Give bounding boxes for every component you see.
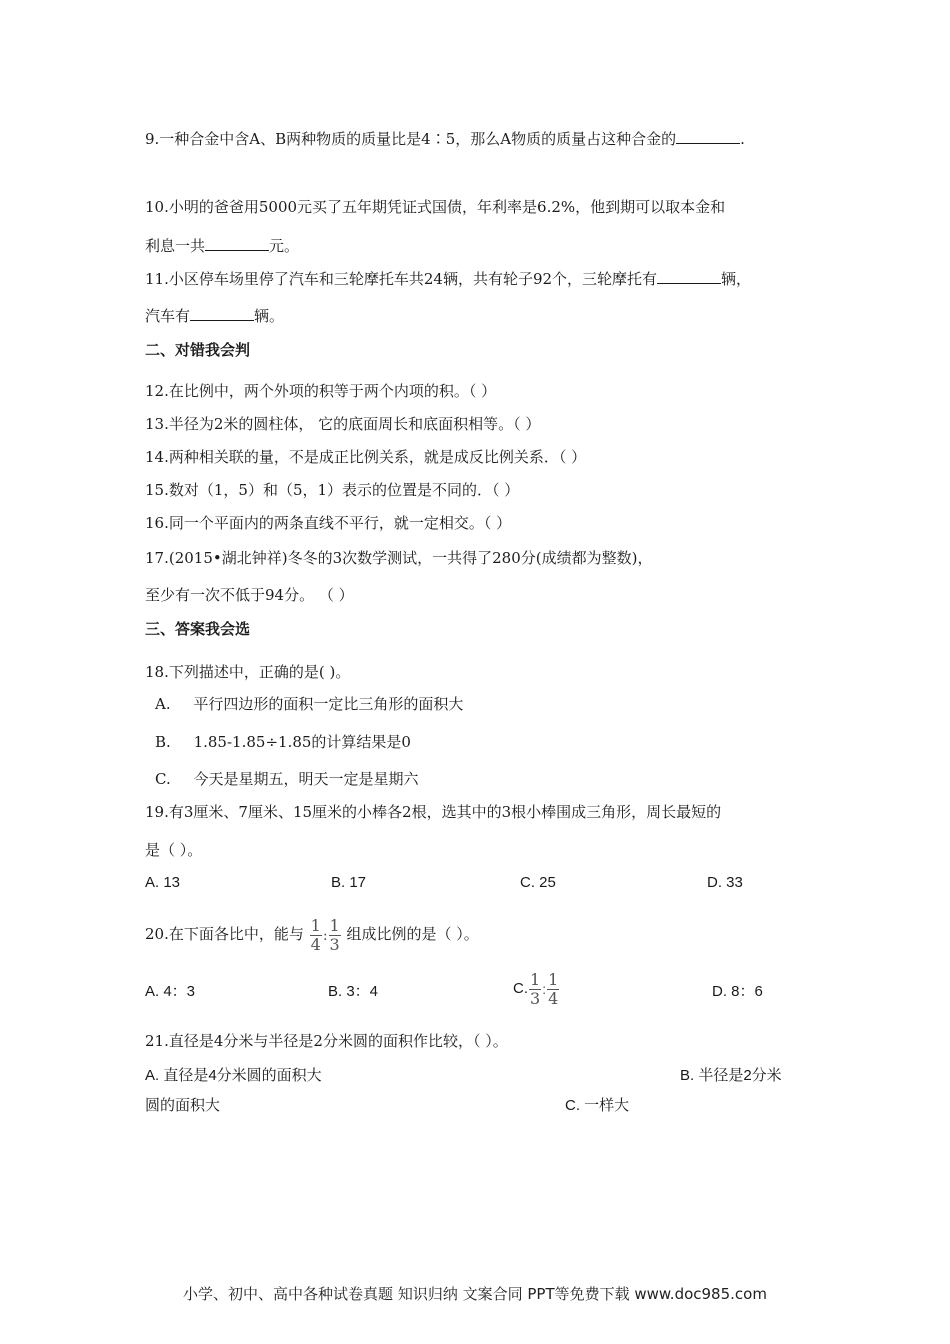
q18-option-b[interactable] (155, 732, 411, 752)
q19-option-b[interactable]: B. 17 (331, 874, 367, 891)
q10-blank[interactable] (205, 236, 269, 251)
q20-option-b[interactable]: B. 3：4 (328, 983, 379, 1000)
q9-text: 9.一种合金中含A、B两种物质的质量比是4∶5，那么A物质的质量占这种合金的 (145, 130, 677, 148)
q20-option-c[interactable]: C. $\frac{1}{3}$ : $\frac{1}{4}$ (513, 969, 559, 1008)
question-10-line2 (145, 236, 299, 256)
q9-end: . (740, 130, 745, 148)
question-11-line1 (145, 269, 751, 289)
q10-text-b: 元。 (269, 237, 300, 255)
q10-text-a: 利息一共 (145, 237, 206, 255)
q18-option-c[interactable] (155, 769, 419, 789)
q11-text-b: 辆， (721, 270, 752, 288)
option-label: C. (155, 770, 171, 788)
fraction: $\frac{1}{4}$ (548, 969, 559, 1008)
q19-option-a[interactable]: A. 13 (145, 874, 181, 891)
q21-option-b-continued[interactable]: 圆的面积大 (145, 1097, 221, 1114)
fraction: $\frac{1}{3}$ (329, 916, 340, 954)
option-label: C. (513, 980, 528, 998)
q21-option-c[interactable]: C. 一样大 (565, 1097, 630, 1114)
question-9 (145, 129, 745, 149)
judge-item: 至少有一次不低于94分。 （ ） (145, 586, 354, 604)
question-21-stem: 21.直径是4分米与半径是2分米圆的面积作比较，（ ）。 (145, 1032, 508, 1050)
q11-blank-1[interactable] (657, 269, 721, 284)
option-text: 今天是星期五，明天一定是星期六 (193, 770, 419, 788)
option-text: 平行四边形的面积一定比三角形的面积大 (193, 695, 464, 713)
q19-option-d[interactable]: D. 33 (707, 874, 743, 891)
question-10-line1: 10.小明的爸爸用5000元买了五年期凭证式国债，年利率是6.2%，他到期可以取本金和 (145, 198, 726, 216)
q11-text-c: 汽车有 (145, 307, 191, 325)
judge-item: 16.同一个平面内的两条直线不平行，就一定相交。（ ） (145, 514, 512, 532)
judge-item: 13.半径为2米的圆柱体， 它的底面周长和底面积相等。（ ） (145, 415, 541, 433)
footer-banner: 小学、初中、高中各种试卷真题 知识归纳 文案合同 PPT等免费下载 www.doc985.com (183, 1285, 767, 1303)
judge-item: 12.在比例中，两个外项的积等于两个内项的积。（ ） (145, 382, 497, 400)
option-text: 1.85-1.85÷1.85的计算结果是0 (193, 733, 411, 751)
q20-option-d[interactable]: D. 8：6 (712, 983, 763, 1000)
section-heading-judge: 二、对错我会判 (145, 341, 251, 359)
judge-item: 15.数对（1，5）和（5，1）表示的位置是不同的．（ ） (145, 481, 520, 499)
q21-option-a[interactable]: A. 直径是4分米圆的面积大 (145, 1067, 322, 1084)
option-label: B. (155, 733, 171, 751)
q20-text-b: 组成比例的是（ ）。 (346, 925, 479, 943)
judge-item: 17.(2015•湖北钟祥)冬冬的3次数学测试，一共得了280分(成绩都为整数)， (145, 549, 653, 567)
q11-text-d: 辆。 (254, 307, 285, 325)
fraction: $\frac{1}{4}$ (310, 916, 321, 954)
question-11-line2 (145, 306, 284, 326)
question-20-stem (145, 915, 479, 955)
ratio-one-quarter-one-third: $\frac{1}{4}$ : $\frac{1}{3}$ (310, 916, 340, 954)
q20-option-a[interactable]: A. 4：3 (145, 983, 196, 1000)
section-heading-choice: 三、答案我会选 (145, 620, 251, 638)
q20-text-a: 20.在下面各比中，能与 (145, 925, 304, 943)
fraction: $\frac{1}{3}$ (530, 969, 541, 1008)
question-18-stem: 18.下列描述中，正确的是( )。 (145, 663, 351, 681)
q11-blank-2[interactable] (190, 306, 254, 321)
question-19-line1: 19.有3厘米、7厘米、15厘米的小棒各2根，选其中的3根小棒围成三角形，周长最短的 (145, 803, 722, 821)
option-label: A. (155, 695, 171, 713)
q9-blank[interactable] (676, 129, 740, 144)
q18-option-a[interactable] (155, 694, 463, 714)
q11-text-a: 11.小区停车场里停了汽车和三轮摩托车共24辆，共有轮子92个，三轮摩托有 (145, 270, 658, 288)
question-19-line2: 是（ ）。 (145, 841, 203, 859)
q21-option-b[interactable]: B. 半径是2分米 (680, 1067, 782, 1084)
q19-option-c[interactable]: C. 25 (520, 874, 556, 891)
judge-item: 14.两种相关联的量，不是成正比例关系，就是成反比例关系．（ ） (145, 448, 587, 466)
